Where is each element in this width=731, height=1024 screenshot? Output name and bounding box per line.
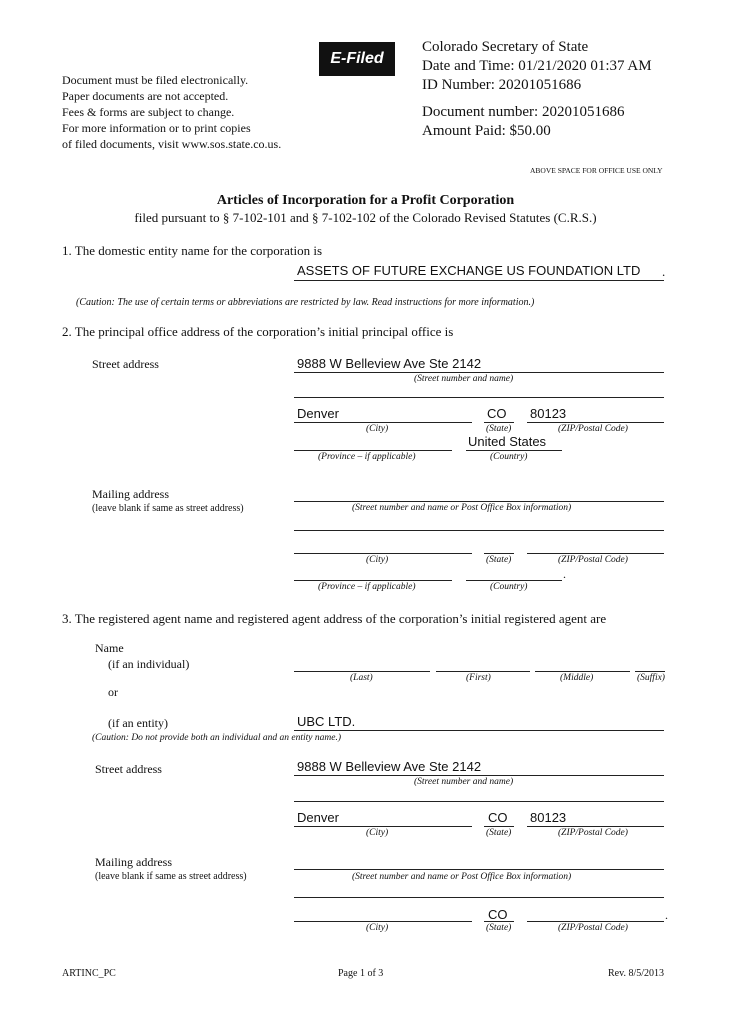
middle-name-line bbox=[535, 671, 630, 672]
zip-caption: (ZIP/Postal Code) bbox=[558, 555, 628, 565]
principal-city-value[interactable]: Denver bbox=[297, 406, 339, 421]
mailing-line-2 bbox=[294, 530, 664, 531]
first-caption: (First) bbox=[466, 673, 491, 683]
last-name-line bbox=[294, 671, 430, 672]
amount-paid: Amount Paid: $50.00 bbox=[422, 123, 551, 139]
street-caption: (Street number and name) bbox=[414, 777, 514, 787]
filing-notes bbox=[62, 72, 281, 152]
agent-mailing-label: Mailing address bbox=[95, 855, 172, 869]
form-title: Articles of Incorporation for a Profit Corporation bbox=[216, 193, 515, 208]
last-caption: (Last) bbox=[350, 673, 373, 683]
agent-mailing-city-line bbox=[294, 921, 472, 922]
form-subtitle: filed pursuant to § 7-102-101 and § 7-102-102 of the Colorado Revised Statutes (C.R.S.) bbox=[134, 210, 597, 225]
note-line: Fees & forms are subject to change. bbox=[62, 105, 235, 119]
mailing-zip-line bbox=[527, 553, 664, 554]
mailing-country-line bbox=[466, 580, 562, 581]
agent-caution: (Caution: Do not provide both an individual and an entity name.) bbox=[92, 733, 341, 743]
mailing-state-line bbox=[484, 553, 514, 554]
principal-zip-value[interactable]: 80123 bbox=[530, 406, 567, 421]
agent-zip-value[interactable]: 80123 bbox=[530, 810, 567, 825]
trailing-period: . bbox=[662, 264, 666, 279]
city-caption: (City) bbox=[366, 555, 389, 565]
agent-entity-value[interactable]: UBC LTD. bbox=[297, 714, 356, 729]
trailing-period: . bbox=[563, 567, 566, 581]
zip-line bbox=[527, 422, 664, 423]
agent-individual-label: (if an individual) bbox=[108, 657, 190, 671]
province-line bbox=[294, 450, 452, 451]
zip-caption: (ZIP/Postal Code) bbox=[558, 424, 628, 434]
state-caption: (State) bbox=[486, 555, 512, 565]
agent-street-line-2 bbox=[294, 801, 664, 802]
province-caption: (Province – if applicable) bbox=[318, 452, 416, 462]
middle-caption: (Middle) bbox=[560, 673, 594, 683]
country-caption: (Country) bbox=[490, 582, 528, 592]
province-caption: (Province – if applicable) bbox=[318, 582, 416, 592]
state-line bbox=[484, 422, 514, 423]
agent-zip-line bbox=[527, 826, 664, 827]
note-line: of filed documents, visit www.sos.state.co.us. bbox=[62, 137, 282, 151]
principal-street-value[interactable]: 9888 W Belleview Ave Ste 2142 bbox=[297, 356, 482, 371]
note-line: For more information or to print copies bbox=[62, 121, 251, 135]
note-line: Paper documents are not accepted. bbox=[62, 89, 229, 103]
agent-city-line bbox=[294, 826, 472, 827]
agent-city-value[interactable]: Denver bbox=[297, 810, 339, 825]
id-number: ID Number: 20201051686 bbox=[422, 77, 582, 93]
or-label: or bbox=[108, 685, 118, 699]
agent-state-value[interactable]: CO bbox=[488, 810, 508, 825]
section3-label: 3. The registered agent name and registered agent address of the corporation’s initial registered agent are bbox=[62, 611, 607, 626]
entity-name-value[interactable]: ASSETS OF FUTURE EXCHANGE US FOUNDATION LTD bbox=[297, 263, 641, 278]
filing-info bbox=[422, 38, 652, 141]
zip-caption: (ZIP/Postal Code) bbox=[558, 923, 628, 933]
agent-mailing-line bbox=[294, 869, 664, 870]
efiled-stamp: E-Filed bbox=[319, 42, 395, 76]
section1-label: 1. The domestic entity name for the corporation is bbox=[62, 243, 323, 258]
mailing-address-note: (leave blank if same as street address) bbox=[92, 503, 244, 514]
office-name: Colorado Secretary of State bbox=[422, 39, 589, 55]
agent-state-line bbox=[484, 826, 514, 827]
street-address-label: Street address bbox=[92, 357, 159, 371]
agent-street-value[interactable]: 9888 W Belleview Ave Ste 2142 bbox=[297, 759, 482, 774]
country-line bbox=[466, 450, 562, 451]
trailing-period: . bbox=[665, 908, 668, 922]
city-line bbox=[294, 422, 472, 423]
country-caption: (Country) bbox=[490, 452, 528, 462]
zip-caption: (ZIP/Postal Code) bbox=[558, 828, 628, 838]
state-caption: (State) bbox=[486, 424, 512, 434]
page-number: Page 1 of 3 bbox=[338, 968, 384, 979]
agent-name-label: Name bbox=[95, 641, 124, 655]
date-time: Date and Time: 01/21/2020 01:37 AM bbox=[422, 58, 652, 74]
agent-mailing-zip-line bbox=[527, 921, 664, 922]
po-box-caption: (Street number and name or Post Office Box information) bbox=[352, 872, 572, 882]
agent-street-label: Street address bbox=[95, 762, 162, 776]
form-code: ARTINC_PC bbox=[62, 968, 116, 979]
section2-label: 2. The principal office address of the corporation’s initial principal office is bbox=[62, 324, 454, 339]
po-box-caption: (Street number and name or Post Office Box information) bbox=[352, 503, 572, 513]
mailing-address-label: Mailing address bbox=[92, 487, 169, 501]
city-caption: (City) bbox=[366, 923, 389, 933]
street-line bbox=[294, 372, 664, 373]
city-caption: (City) bbox=[366, 828, 389, 838]
state-caption: (State) bbox=[486, 923, 512, 933]
agent-entity-label: (if an entity) bbox=[108, 716, 168, 730]
principal-country-value[interactable]: United States bbox=[468, 434, 547, 449]
suffix-line bbox=[635, 671, 665, 672]
entity-name-line bbox=[294, 280, 664, 281]
mailing-city-line bbox=[294, 553, 472, 554]
street-line-2 bbox=[294, 397, 664, 398]
document-number: Document number: 20201051686 bbox=[422, 104, 625, 120]
revision-date: Rev. 8/5/2013 bbox=[608, 968, 665, 979]
office-use-note: ABOVE SPACE FOR OFFICE USE ONLY bbox=[530, 166, 663, 175]
principal-state-value[interactable]: CO bbox=[487, 406, 507, 421]
entity-line bbox=[294, 730, 664, 731]
agent-street-line bbox=[294, 775, 664, 776]
agent-mailing-state-value[interactable]: CO bbox=[488, 907, 508, 922]
agent-mailing-line-2 bbox=[294, 897, 664, 898]
agent-mailing-state-line bbox=[484, 921, 514, 922]
state-caption: (State) bbox=[486, 828, 512, 838]
first-name-line bbox=[436, 671, 530, 672]
city-caption: (City) bbox=[366, 424, 389, 434]
street-caption: (Street number and name) bbox=[414, 374, 514, 384]
note-line: Document must be filed electronically. bbox=[62, 73, 249, 87]
caution-note: (Caution: The use of certain terms or abbreviations are restricted by law. Read instructions for more information.) bbox=[76, 297, 535, 308]
mailing-line bbox=[294, 501, 664, 502]
mailing-province-line bbox=[294, 580, 452, 581]
suffix-caption: (Suffix) bbox=[637, 673, 665, 683]
agent-mailing-note: (leave blank if same as street address) bbox=[95, 871, 247, 882]
